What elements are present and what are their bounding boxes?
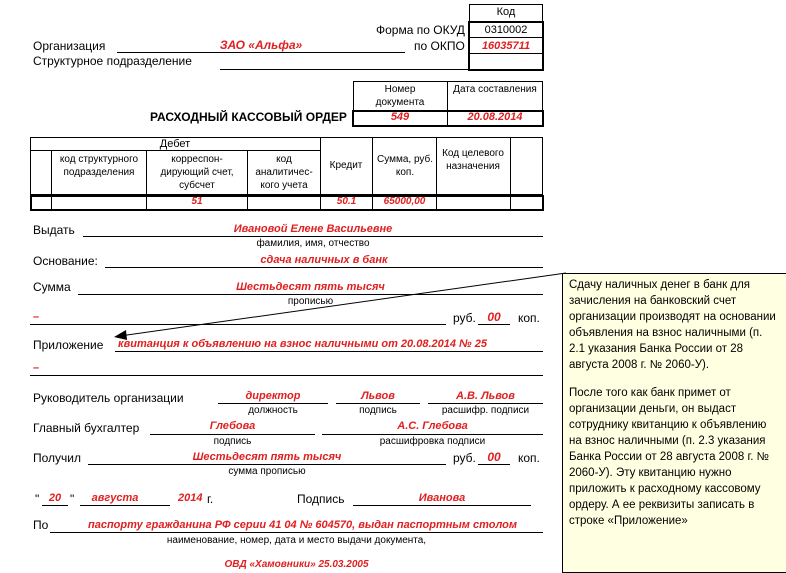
quote-close: ": [70, 492, 75, 506]
by-value: паспорту гражданина РФ серии 41 04 № 604570, выдан паспортным столом: [88, 519, 517, 531]
sum-caption: прописью: [287, 296, 334, 307]
by-caption: наименование, номер, дата и место выдачи документа,: [166, 535, 427, 546]
org-label: Организация: [33, 39, 106, 53]
doc-title: РАСХОДНЫЙ КАССОВЫЙ ОРДЕР: [150, 110, 347, 124]
head-position: директор: [245, 390, 301, 402]
caption-decode: расшифр. подписи: [441, 405, 530, 416]
col-credit: Кредит: [329, 160, 363, 171]
received-label: Получил: [33, 451, 81, 465]
col-corr: корреспон- дирующий счет, субсчет: [160, 154, 234, 191]
year-suffix: г.: [207, 492, 214, 506]
rub-label-2: руб.: [453, 451, 476, 465]
caption-position: должность: [248, 405, 298, 416]
dash-1: –: [33, 311, 40, 323]
pointer-arrow: [100, 270, 570, 345]
callout-note: [562, 273, 786, 573]
doc-date: 20.08.2014: [467, 111, 523, 123]
ovd-value: ОВД «Хамовники» 25.03.2005: [224, 559, 369, 570]
head-sign: Львов: [361, 390, 395, 402]
basis-label: Основание:: [33, 254, 98, 268]
kop-value: 00: [487, 310, 501, 324]
dash-2: –: [33, 362, 40, 374]
chief-caption-sign: подпись: [213, 436, 252, 447]
row-sum: 65000,00: [383, 196, 426, 207]
doc-number: 549: [390, 111, 410, 123]
received-value: Шестьдесят пять тысяч: [192, 451, 342, 463]
col-purpose: Код целевого назначения: [442, 148, 504, 172]
issue-label: Выдать: [33, 223, 75, 237]
issue-value: Ивановой Елене Васильевне: [233, 223, 393, 235]
issue-caption: фамилия, имя, отчество: [256, 238, 370, 249]
day: 20: [48, 492, 62, 504]
kop-value-2: 00: [487, 450, 501, 464]
appendix-label: Приложение: [33, 338, 104, 352]
received-caption: сумма прописью: [228, 466, 306, 477]
row-credit: 50.1: [336, 196, 357, 207]
col-analytic: код аналитичес- кого учета: [255, 154, 313, 191]
org-value: ЗАО «Альфа»: [219, 38, 303, 52]
row-corr: 51: [191, 196, 203, 207]
chief-caption-decode: расшифровка подписи: [379, 436, 486, 447]
number-header: Номер документа: [375, 84, 425, 108]
chief-label: Главный бухгалтер: [33, 421, 140, 435]
kop-label: коп.: [518, 311, 540, 325]
table-row: [30, 195, 544, 211]
year: 2014: [178, 492, 203, 504]
col-subdivision: код структурного подразделения: [59, 154, 139, 178]
note-para-2: После того как банк примет от организации деньги, он выдаст сотруднику квитанцию к объявлению на взнос наличными (п. 2.3 указания Банка России от 28 августа 2008 г. № 2060-У). Эту квитанцию нужно приложить к расходному кассовому ордеру. А ее реквизиты записать в строке «Приложение»: [569, 387, 769, 527]
appendix-value: квитанция к объявлению на взнос наличными от 20.08.2014 № 25: [118, 338, 487, 350]
chief-name: А.С. Глебова: [397, 420, 468, 432]
basis-value: сдача наличных в банк: [260, 254, 388, 266]
okud-code: 0310002: [484, 24, 528, 36]
sum-value: Шестьдесят пять тысяч: [236, 281, 385, 293]
caption-sign: подпись: [359, 405, 397, 416]
quote-open: ": [35, 492, 40, 506]
okpo-label: по ОКПО: [414, 39, 465, 53]
rub-label: руб.: [453, 311, 476, 325]
code-label: Код: [496, 6, 516, 18]
by-label: По: [33, 518, 49, 532]
okpo-value: 16035711: [481, 40, 531, 52]
head-label: Руководитель организации: [33, 391, 184, 405]
sum-label: Сумма: [33, 280, 71, 294]
month: августа: [91, 492, 139, 504]
chief-sign: Глебова: [209, 420, 256, 432]
okud-label: Форма по ОКУД: [376, 23, 465, 37]
date-header: Дата составления: [453, 84, 537, 95]
debit-header: Дебет: [159, 138, 191, 150]
signature-label: Подпись: [297, 492, 345, 506]
note-para-1: Сдачу наличных денег в банк для зачисления на банковский счет организации производят на основании объявления на взнос наличными (п. 2.1 указания Банка России от 28 августа 2008 г. № 2060-У).: [569, 279, 776, 371]
signature-value: Иванова: [418, 492, 466, 504]
kop-label-2: коп.: [518, 451, 540, 465]
subdivision-label: Структурное подразделение: [33, 54, 192, 68]
col-sum: Сумма, руб. коп.: [376, 154, 434, 178]
head-name: А.В. Львов: [456, 390, 515, 402]
